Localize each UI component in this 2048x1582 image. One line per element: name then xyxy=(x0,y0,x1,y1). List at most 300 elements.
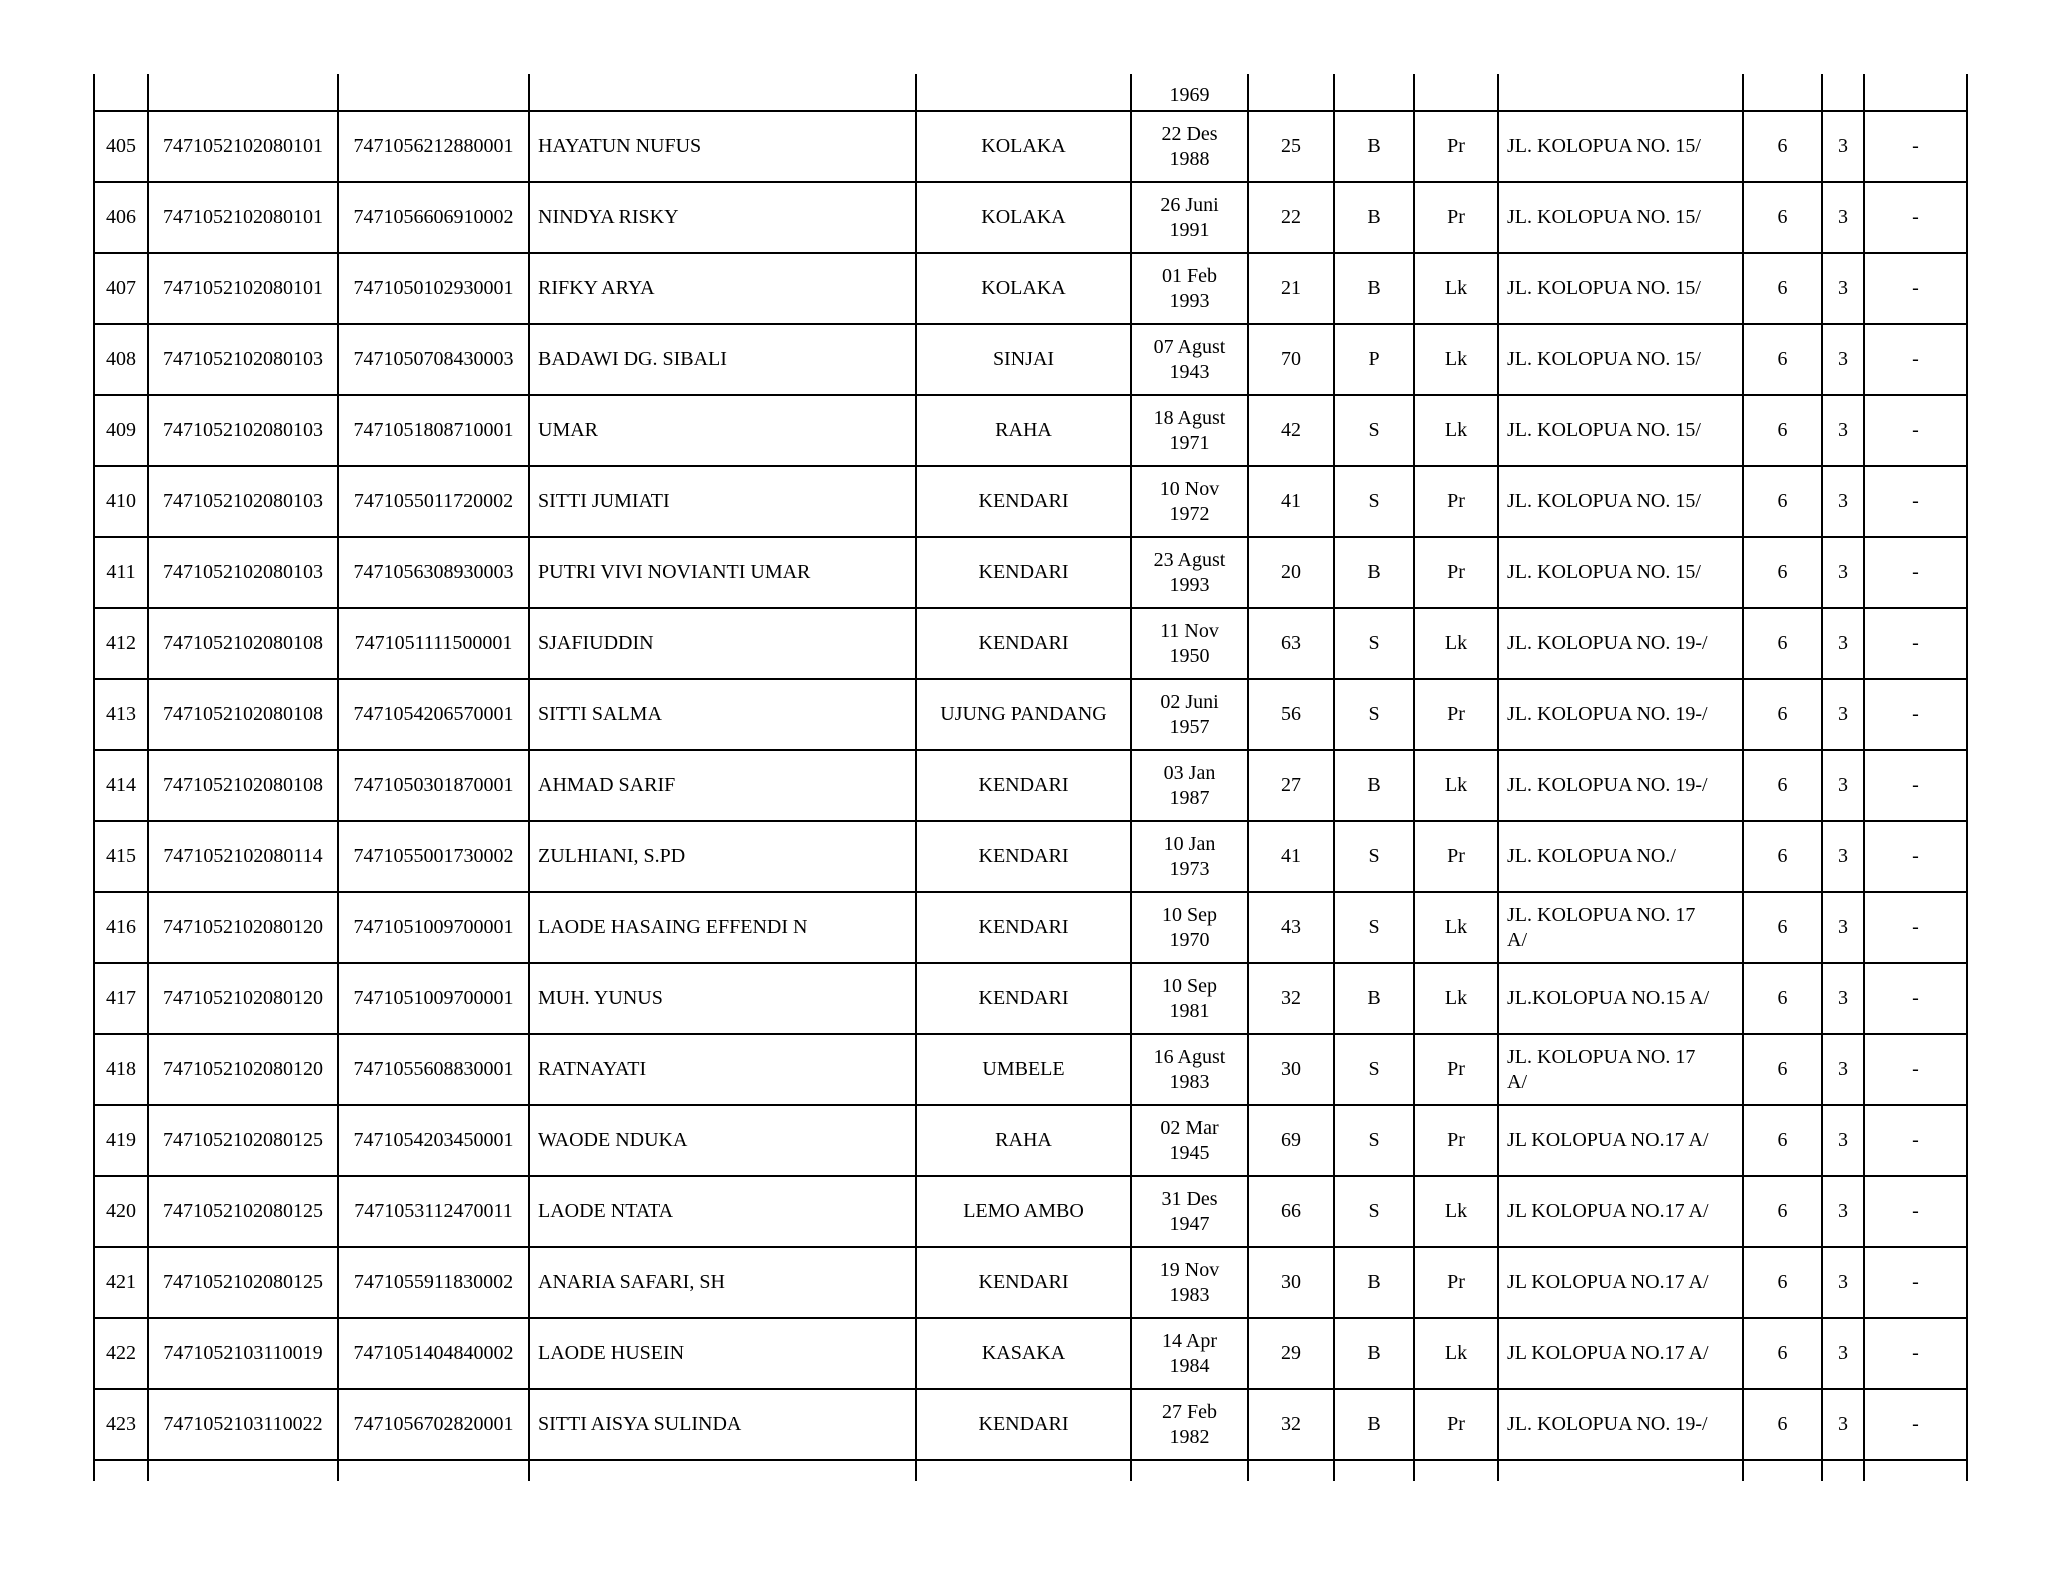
family-card-number-cell: 7471052102080101 xyxy=(148,253,338,324)
birthplace-cell: KOLAKA xyxy=(916,182,1131,253)
nik-number-cell: 7471055608830001 xyxy=(338,1034,529,1105)
birthdate-line: 02 Juni xyxy=(1160,690,1219,713)
family-card-number-cell: 7471052103110022 xyxy=(148,1389,338,1460)
birthdate-cell xyxy=(1131,466,1248,537)
nik-number-cell: 7471056212880001 xyxy=(338,111,529,182)
resident-name-cell: LAODE HASAING EFFENDI N xyxy=(529,892,916,963)
address-cell xyxy=(1498,466,1743,537)
sex-cell: Lk xyxy=(1414,750,1498,821)
table-row xyxy=(94,821,1967,892)
birthdate-cell xyxy=(1131,182,1248,253)
birthdate-line: 1991 xyxy=(1169,218,1210,241)
address-cell xyxy=(1498,324,1743,395)
rw-number-cell: 3 xyxy=(1822,821,1864,892)
address-cell xyxy=(1498,1176,1743,1247)
address-line: JL. KOLOPUA NO. 19-/ xyxy=(1507,774,1708,796)
table-row xyxy=(94,1105,1967,1176)
nik-number-cell: 7471054203450001 xyxy=(338,1105,529,1176)
family-card-number-cell: 7471052102080101 xyxy=(148,182,338,253)
row-number-cell: 413 xyxy=(94,679,148,750)
note-cell: - xyxy=(1864,679,1967,750)
marital-status-cell: B xyxy=(1334,111,1414,182)
birthdate-line: 10 Nov xyxy=(1159,477,1220,500)
address-cell xyxy=(1498,608,1743,679)
address-cell xyxy=(1498,111,1743,182)
cell-blank xyxy=(1864,74,1967,111)
row-number-cell: 412 xyxy=(94,608,148,679)
nik-number-cell: 7471051404840002 xyxy=(338,1318,529,1389)
age-cell: 42 xyxy=(1248,395,1334,466)
age-cell: 32 xyxy=(1248,963,1334,1034)
rt-number-cell: 6 xyxy=(1743,963,1822,1034)
address-line: JL KOLOPUA NO.17 A/ xyxy=(1507,1342,1709,1364)
rt-number-cell: 6 xyxy=(1743,679,1822,750)
table-row xyxy=(94,182,1967,253)
nik-number-cell: 7471051009700001 xyxy=(338,892,529,963)
address-cell xyxy=(1498,1247,1743,1318)
rw-number-cell: 3 xyxy=(1822,1176,1864,1247)
marital-status-cell: B xyxy=(1334,537,1414,608)
birthdate-cell xyxy=(1131,963,1248,1034)
resident-name-cell: LAODE NTATA xyxy=(529,1176,916,1247)
rt-number-cell: 6 xyxy=(1743,253,1822,324)
birthdate-line: 23 Agust xyxy=(1153,548,1226,571)
resident-name-cell: BADAWI DG. SIBALI xyxy=(529,324,916,395)
table-row xyxy=(94,892,1967,963)
note-cell: - xyxy=(1864,182,1967,253)
family-card-number-cell: 7471052102080125 xyxy=(148,1247,338,1318)
cell-blank xyxy=(529,74,916,111)
resident-name-cell: SITTI SALMA xyxy=(529,679,916,750)
nik-number-cell: 7471056606910002 xyxy=(338,182,529,253)
rt-number-cell: 6 xyxy=(1743,111,1822,182)
rt-number-cell: 6 xyxy=(1743,537,1822,608)
birthdate-line: 16 Agust xyxy=(1153,1045,1226,1068)
sex-cell: Lk xyxy=(1414,253,1498,324)
row-number-cell: 421 xyxy=(94,1247,148,1318)
resident-name-cell: SITTI AISYA SULINDA xyxy=(529,1389,916,1460)
address-cell xyxy=(1498,1389,1743,1460)
address-line: JL. KOLOPUA NO. 15/ xyxy=(1507,561,1701,583)
address-line: JL. KOLOPUA NO. 17 xyxy=(1507,1045,1696,1068)
birthdate-line: 26 Juni xyxy=(1160,193,1219,216)
birthdate-cell xyxy=(1131,1034,1248,1105)
cell-blank xyxy=(338,74,529,111)
row-number-cell: 411 xyxy=(94,537,148,608)
cell-blank xyxy=(1864,1460,1967,1481)
note-cell: - xyxy=(1864,1318,1967,1389)
birthdate-cell xyxy=(1131,821,1248,892)
sex-cell: Pr xyxy=(1414,1247,1498,1318)
sex-cell: Pr xyxy=(1414,1105,1498,1176)
address-cell xyxy=(1498,182,1743,253)
birthplace-cell: RAHA xyxy=(916,1105,1131,1176)
resident-name-cell: NINDYA RISKY xyxy=(529,182,916,253)
cell-blank xyxy=(1743,74,1822,111)
address-line: JL. KOLOPUA NO. 15/ xyxy=(1507,419,1701,441)
note-cell: - xyxy=(1864,1389,1967,1460)
marital-status-cell: B xyxy=(1334,253,1414,324)
cell-blank xyxy=(1822,1460,1864,1481)
birthdate-cell xyxy=(1131,324,1248,395)
rt-number-cell: 6 xyxy=(1743,395,1822,466)
resident-name-cell: SITTI JUMIATI xyxy=(529,466,916,537)
address-line: JL. KOLOPUA NO. 17 xyxy=(1507,903,1696,926)
birthdate-line: 1982 xyxy=(1169,1425,1210,1448)
sex-cell: Lk xyxy=(1414,1176,1498,1247)
age-cell: 41 xyxy=(1248,821,1334,892)
birthdate-line: 10 Jan xyxy=(1163,832,1216,855)
birthplace-cell: KENDARI xyxy=(916,892,1131,963)
address-line: JL. KOLOPUA NO. 19-/ xyxy=(1507,1413,1708,1435)
note-cell: - xyxy=(1864,395,1967,466)
table-body xyxy=(94,74,1967,1481)
table-row xyxy=(94,750,1967,821)
resident-name-cell: HAYATUN NUFUS xyxy=(529,111,916,182)
nik-number-cell: 7471050301870001 xyxy=(338,750,529,821)
birthplace-cell: UMBELE xyxy=(916,1034,1131,1105)
table-row xyxy=(94,466,1967,537)
table-row xyxy=(94,963,1967,1034)
resident-name-cell: UMAR xyxy=(529,395,916,466)
cell-blank xyxy=(1248,74,1334,111)
continued-row-bottom xyxy=(94,1460,1967,1481)
family-card-number-cell: 7471052103110019 xyxy=(148,1318,338,1389)
cell-blank xyxy=(1131,1460,1248,1481)
resident-name-cell: MUH. YUNUS xyxy=(529,963,916,1034)
address-line: A/ xyxy=(1507,1070,1527,1093)
rw-number-cell: 3 xyxy=(1822,1318,1864,1389)
birthdate-line: 01 Feb xyxy=(1162,264,1217,287)
birthdate-line: 1950 xyxy=(1169,644,1210,667)
nik-number-cell: 7471050708430003 xyxy=(338,324,529,395)
nik-number-cell: 7471056308930003 xyxy=(338,537,529,608)
age-cell: 70 xyxy=(1248,324,1334,395)
address-cell xyxy=(1498,750,1743,821)
marital-status-cell: B xyxy=(1334,182,1414,253)
address-line: JL. KOLOPUA NO. 15/ xyxy=(1507,206,1701,228)
table-row xyxy=(94,253,1967,324)
rw-number-cell: 3 xyxy=(1822,466,1864,537)
sex-cell: Lk xyxy=(1414,608,1498,679)
family-card-number-cell: 7471052102080120 xyxy=(148,1034,338,1105)
rw-number-cell: 3 xyxy=(1822,1247,1864,1318)
birthdate-line: 1993 xyxy=(1169,289,1210,312)
table-row xyxy=(94,324,1967,395)
sex-cell: Lk xyxy=(1414,324,1498,395)
address-line: JL. KOLOPUA NO. 19-/ xyxy=(1507,703,1708,725)
rw-number-cell: 3 xyxy=(1822,1034,1864,1105)
birthdate-fragment: 1969 xyxy=(1131,74,1248,111)
rw-number-cell: 3 xyxy=(1822,608,1864,679)
birthplace-cell: KOLAKA xyxy=(916,111,1131,182)
age-cell: 69 xyxy=(1248,1105,1334,1176)
row-number-cell: 420 xyxy=(94,1176,148,1247)
age-cell: 20 xyxy=(1248,537,1334,608)
birthdate-line: 1957 xyxy=(1169,715,1210,738)
table-row xyxy=(94,537,1967,608)
cell-blank xyxy=(148,1460,338,1481)
row-number-cell: 419 xyxy=(94,1105,148,1176)
birthdate-cell xyxy=(1131,679,1248,750)
address-line: JL. KOLOPUA NO. 15/ xyxy=(1507,135,1701,157)
rt-number-cell: 6 xyxy=(1743,1034,1822,1105)
note-cell: - xyxy=(1864,253,1967,324)
rt-number-cell: 6 xyxy=(1743,750,1822,821)
nik-number-cell: 7471051808710001 xyxy=(338,395,529,466)
family-card-number-cell: 7471052102080108 xyxy=(148,608,338,679)
birthdate-cell xyxy=(1131,1389,1248,1460)
family-card-number-cell: 7471052102080120 xyxy=(148,892,338,963)
sex-cell: Pr xyxy=(1414,1389,1498,1460)
birthplace-cell: KENDARI xyxy=(916,1389,1131,1460)
marital-status-cell: S xyxy=(1334,821,1414,892)
row-number-cell: 405 xyxy=(94,111,148,182)
marital-status-cell: S xyxy=(1334,679,1414,750)
age-cell: 27 xyxy=(1248,750,1334,821)
address-line: JL KOLOPUA NO.17 A/ xyxy=(1507,1200,1709,1222)
rt-number-cell: 6 xyxy=(1743,324,1822,395)
rw-number-cell: 3 xyxy=(1822,182,1864,253)
birthdate-line: 31 Des xyxy=(1161,1187,1218,1210)
age-cell: 30 xyxy=(1248,1247,1334,1318)
cell-blank xyxy=(1334,74,1414,111)
nik-number-cell: 7471051111500001 xyxy=(338,608,529,679)
nik-number-cell: 7471055011720002 xyxy=(338,466,529,537)
birthdate-line: 1973 xyxy=(1169,857,1210,880)
table-row xyxy=(94,1034,1967,1105)
rt-number-cell: 6 xyxy=(1743,892,1822,963)
rt-number-cell: 6 xyxy=(1743,1247,1822,1318)
marital-status-cell: B xyxy=(1334,750,1414,821)
table-row xyxy=(94,395,1967,466)
birthplace-cell: KENDARI xyxy=(916,608,1131,679)
note-cell: - xyxy=(1864,1176,1967,1247)
sex-cell: Lk xyxy=(1414,963,1498,1034)
birthdate-cell xyxy=(1131,253,1248,324)
note-cell: - xyxy=(1864,892,1967,963)
family-card-number-cell: 7471052102080101 xyxy=(148,111,338,182)
marital-status-cell: B xyxy=(1334,1247,1414,1318)
birthdate-cell xyxy=(1131,1105,1248,1176)
cell-blank xyxy=(1334,1460,1414,1481)
nik-number-cell: 7471054206570001 xyxy=(338,679,529,750)
note-cell: - xyxy=(1864,1247,1967,1318)
rt-number-cell: 6 xyxy=(1743,182,1822,253)
resident-name-cell: RATNAYATI xyxy=(529,1034,916,1105)
birthplace-cell: KENDARI xyxy=(916,750,1131,821)
cell-blank xyxy=(529,1460,916,1481)
sex-cell: Pr xyxy=(1414,1034,1498,1105)
sex-cell: Pr xyxy=(1414,679,1498,750)
nik-number-cell: 7471050102930001 xyxy=(338,253,529,324)
birthdate-cell xyxy=(1131,537,1248,608)
birthplace-cell: UJUNG PANDANG xyxy=(916,679,1131,750)
continued-row-top xyxy=(94,74,1967,111)
cell-blank xyxy=(1498,74,1743,111)
family-card-number-cell: 7471052102080103 xyxy=(148,537,338,608)
family-card-number-cell: 7471052102080125 xyxy=(148,1105,338,1176)
sex-cell: Lk xyxy=(1414,892,1498,963)
marital-status-cell: S xyxy=(1334,1176,1414,1247)
table-row xyxy=(94,111,1967,182)
birthdate-cell xyxy=(1131,111,1248,182)
marital-status-cell: P xyxy=(1334,324,1414,395)
address-line: JL.KOLOPUA NO.15 A/ xyxy=(1507,987,1710,1009)
birthdate-line: 1983 xyxy=(1169,1070,1210,1093)
birthdate-cell xyxy=(1131,1247,1248,1318)
address-line: JL. KOLOPUA NO. 15/ xyxy=(1507,277,1701,299)
table-row xyxy=(94,1176,1967,1247)
address-cell xyxy=(1498,892,1743,963)
birthdate-line: 1947 xyxy=(1169,1212,1210,1235)
resident-name-cell: RIFKY ARYA xyxy=(529,253,916,324)
sex-cell: Pr xyxy=(1414,821,1498,892)
birthdate-line: 11 Nov xyxy=(1160,619,1219,642)
age-cell: 63 xyxy=(1248,608,1334,679)
age-cell: 29 xyxy=(1248,1318,1334,1389)
row-number-cell: 406 xyxy=(94,182,148,253)
birthdate-cell xyxy=(1131,892,1248,963)
age-cell: 21 xyxy=(1248,253,1334,324)
resident-register-table xyxy=(93,74,1966,1481)
address-cell xyxy=(1498,395,1743,466)
birthdate-line: 10 Sep xyxy=(1162,903,1217,926)
row-number-cell: 414 xyxy=(94,750,148,821)
rw-number-cell: 3 xyxy=(1822,111,1864,182)
birthplace-cell: KOLAKA xyxy=(916,253,1131,324)
birthdate-line: 1943 xyxy=(1169,360,1210,383)
rw-number-cell: 3 xyxy=(1822,1389,1864,1460)
rw-number-cell: 3 xyxy=(1822,253,1864,324)
birthdate-line: 27 Feb xyxy=(1162,1400,1217,1423)
age-cell: 25 xyxy=(1248,111,1334,182)
nik-number-cell: 7471056702820001 xyxy=(338,1389,529,1460)
resident-name-cell: AHMAD SARIF xyxy=(529,750,916,821)
address-cell xyxy=(1498,537,1743,608)
address-cell xyxy=(1498,1318,1743,1389)
address-cell xyxy=(1498,679,1743,750)
row-number-cell: 407 xyxy=(94,253,148,324)
cell-blank xyxy=(1498,1460,1743,1481)
cell-blank xyxy=(916,74,1131,111)
cell-blank xyxy=(1248,1460,1334,1481)
rw-number-cell: 3 xyxy=(1822,750,1864,821)
birthdate-line: 07 Agust xyxy=(1153,335,1226,358)
row-number-cell: 417 xyxy=(94,963,148,1034)
birthdate-cell xyxy=(1131,608,1248,679)
family-card-number-cell: 7471052102080103 xyxy=(148,466,338,537)
birthdate-cell xyxy=(1131,750,1248,821)
address-line: JL KOLOPUA NO.17 A/ xyxy=(1507,1129,1709,1151)
sex-cell: Pr xyxy=(1414,466,1498,537)
birthdate-cell xyxy=(1131,1318,1248,1389)
nik-number-cell: 7471051009700001 xyxy=(338,963,529,1034)
rt-number-cell: 6 xyxy=(1743,1176,1822,1247)
note-cell: - xyxy=(1864,111,1967,182)
age-cell: 66 xyxy=(1248,1176,1334,1247)
row-number-cell: 418 xyxy=(94,1034,148,1105)
row-number-cell: 423 xyxy=(94,1389,148,1460)
cell-blank xyxy=(1822,74,1864,111)
cell-blank xyxy=(94,1460,148,1481)
note-cell: - xyxy=(1864,750,1967,821)
rw-number-cell: 3 xyxy=(1822,537,1864,608)
address-line: JL. KOLOPUA NO. 15/ xyxy=(1507,348,1701,370)
cell-blank xyxy=(1414,1460,1498,1481)
rw-number-cell: 3 xyxy=(1822,679,1864,750)
birthdate-line: 22 Des xyxy=(1161,122,1218,145)
address-line: A/ xyxy=(1507,928,1527,951)
marital-status-cell: S xyxy=(1334,1034,1414,1105)
address-cell xyxy=(1498,1034,1743,1105)
sex-cell: Lk xyxy=(1414,1318,1498,1389)
cell-blank xyxy=(94,74,148,111)
birthdate-line: 10 Sep xyxy=(1162,974,1217,997)
nik-number-cell: 7471055001730002 xyxy=(338,821,529,892)
table-row xyxy=(94,608,1967,679)
birthplace-cell: LEMO AMBO xyxy=(916,1176,1131,1247)
family-card-number-cell: 7471052102080108 xyxy=(148,679,338,750)
family-card-number-cell: 7471052102080108 xyxy=(148,750,338,821)
rw-number-cell: 3 xyxy=(1822,324,1864,395)
resident-name-cell: SJAFIUDDIN xyxy=(529,608,916,679)
cell-blank xyxy=(338,1460,529,1481)
resident-name-cell: ZULHIANI, S.PD xyxy=(529,821,916,892)
address-cell xyxy=(1498,821,1743,892)
row-number-cell: 422 xyxy=(94,1318,148,1389)
table-row xyxy=(94,1247,1967,1318)
rw-number-cell: 3 xyxy=(1822,963,1864,1034)
family-card-number-cell: 7471052102080103 xyxy=(148,324,338,395)
rt-number-cell: 6 xyxy=(1743,1389,1822,1460)
birthdate-cell xyxy=(1131,395,1248,466)
note-cell: - xyxy=(1864,1105,1967,1176)
sex-cell: Pr xyxy=(1414,537,1498,608)
note-cell: - xyxy=(1864,466,1967,537)
resident-name-cell: LAODE HUSEIN xyxy=(529,1318,916,1389)
note-cell: - xyxy=(1864,1034,1967,1105)
nik-number-cell: 7471053112470011 xyxy=(338,1176,529,1247)
family-card-number-cell: 7471052102080120 xyxy=(148,963,338,1034)
note-cell: - xyxy=(1864,324,1967,395)
address-cell xyxy=(1498,1105,1743,1176)
marital-status-cell: S xyxy=(1334,1105,1414,1176)
note-cell: - xyxy=(1864,608,1967,679)
family-card-number-cell: 7471052102080114 xyxy=(148,821,338,892)
birthdate-line: 1971 xyxy=(1169,431,1210,454)
address-line: JL. KOLOPUA NO. 15/ xyxy=(1507,490,1701,512)
sex-cell: Pr xyxy=(1414,182,1498,253)
family-card-number-cell: 7471052102080125 xyxy=(148,1176,338,1247)
birthplace-cell: KASAKA xyxy=(916,1318,1131,1389)
marital-status-cell: S xyxy=(1334,892,1414,963)
birthdate-line: 1981 xyxy=(1169,999,1210,1022)
sex-cell: Lk xyxy=(1414,395,1498,466)
cell-blank xyxy=(1743,1460,1822,1481)
birthplace-cell: KENDARI xyxy=(916,466,1131,537)
cell-blank xyxy=(148,74,338,111)
birthdate-line: 1970 xyxy=(1169,928,1210,951)
row-number-cell: 409 xyxy=(94,395,148,466)
rw-number-cell: 3 xyxy=(1822,892,1864,963)
marital-status-cell: B xyxy=(1334,1318,1414,1389)
age-cell: 41 xyxy=(1248,466,1334,537)
rt-number-cell: 6 xyxy=(1743,821,1822,892)
rt-number-cell: 6 xyxy=(1743,1105,1822,1176)
birthdate-line: 1945 xyxy=(1169,1141,1210,1164)
birthdate-line: 1983 xyxy=(1169,1283,1210,1306)
